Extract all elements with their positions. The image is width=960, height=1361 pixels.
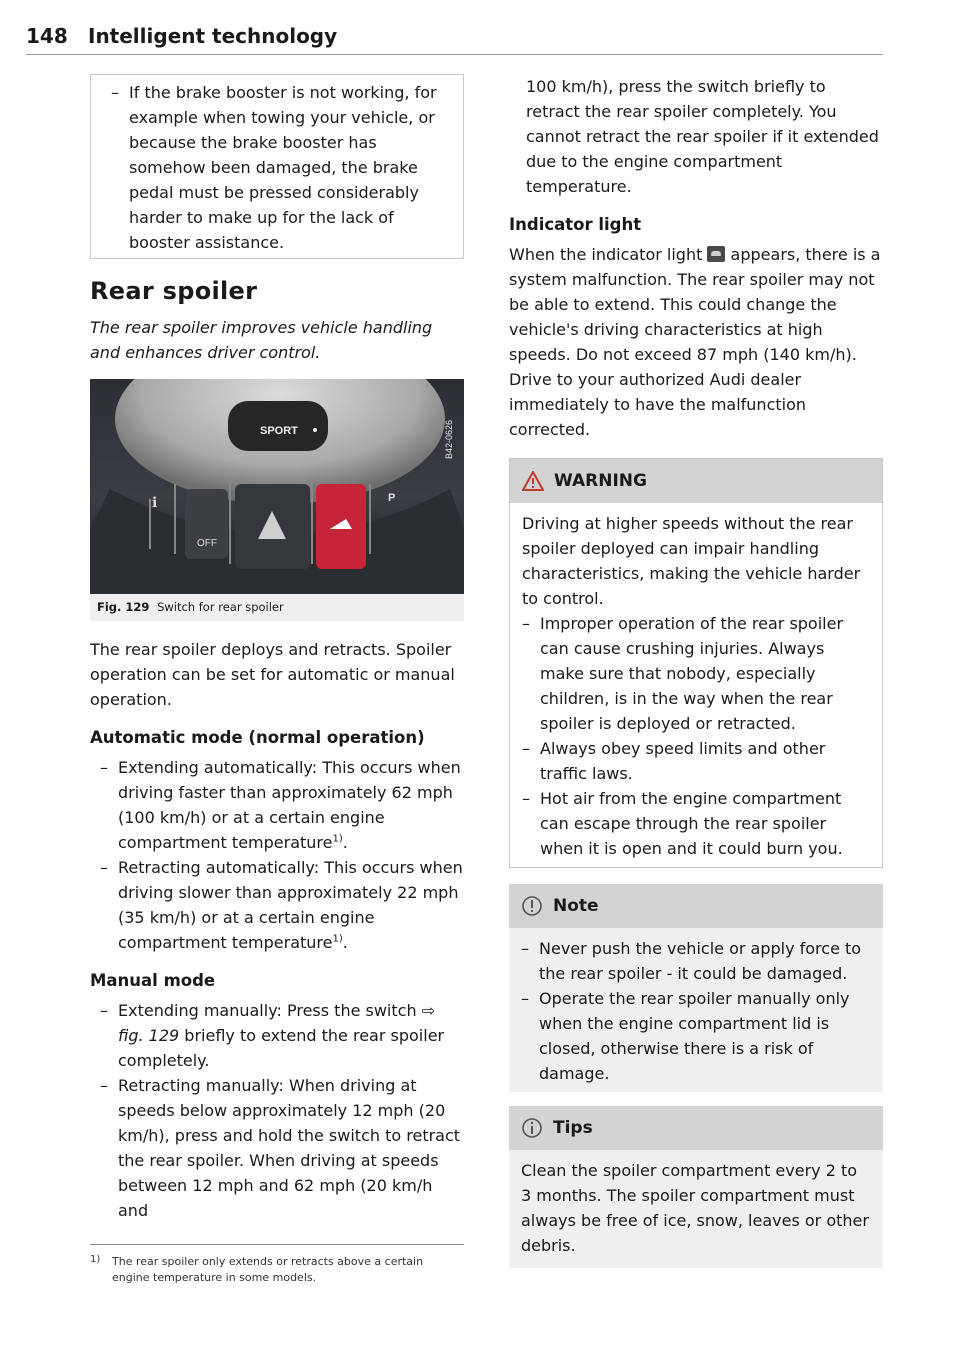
p-label: P <box>388 492 396 504</box>
note-item: – Never push the vehicle or apply force to the rear spoiler - it could be damaged. <box>511 936 871 986</box>
off-label: OFF <box>197 538 217 549</box>
tips-text: Clean the spoiler compartment every 2 to 3 months. The spoiler compartment must always be free of ice, snow, leaves or other debris. <box>521 1161 869 1255</box>
page-header <box>26 24 883 55</box>
warning-triangle-icon <box>522 471 544 491</box>
figure-129 <box>90 379 464 621</box>
warning-item: – Hot air from the engine compartment can escape through the rear spoiler when it is open and it could burn you. <box>512 786 870 861</box>
figure-caption-text: Switch for rear spoiler <box>157 600 284 614</box>
tips-box <box>509 1106 883 1268</box>
sport-label: SPORT <box>260 425 298 437</box>
warning-item: – Improper operation of the rear spoiler can cause crushing injuries. Always make sure that nobody, especially children, is in the way when the rear spoiler is deployed or retracted. <box>512 611 870 736</box>
right-column <box>509 74 883 1268</box>
warning-intro: Driving at higher speeds without the rear spoiler deployed can impair handling characteristics, making the vehicle harder to control. <box>522 514 861 608</box>
manual-item: – Extending manually: Press the switch ⇨ fig. 129 briefly to extend the rear spoiler completely. <box>90 998 464 1073</box>
warning-label: WARNING <box>554 471 647 491</box>
auto-mode-heading: Automatic mode (normal operation) <box>90 728 425 747</box>
footnote-ref: 1) <box>332 833 343 845</box>
page-number: 148 <box>26 24 68 48</box>
note-header <box>509 884 883 928</box>
spoiler-switch-photo <box>90 379 464 594</box>
footnote-ref: 1) <box>332 933 343 945</box>
continued-text: 100 km/h), press the switch briefly to retract the rear spoiler completely. You cannot retract the rear spoiler if it extended due to the engine compartment temperature. <box>526 77 879 196</box>
tips-label: Tips <box>553 1118 593 1138</box>
spoiler-warning-icon <box>707 246 725 262</box>
info-icon <box>521 1117 543 1139</box>
section-title: Intelligent technology <box>88 24 338 48</box>
svg-text:ℹ: ℹ <box>152 494 158 510</box>
auto-item: – Extending automatically: This occurs when driving faster than approximately 62 mph (100 km/h) or at a certain engine compartment temperature$^{1)}$. <box>90 755 464 855</box>
figure-link[interactable]: ⇨ fig. 129 <box>118 1001 436 1045</box>
footnote-mark: 1) <box>90 1254 101 1265</box>
tips-header <box>509 1106 883 1150</box>
note-icon <box>521 895 543 917</box>
warning-item: – Always obey speed limits and other traffic laws. <box>512 736 870 786</box>
note-item: – Operate the rear spoiler manually only when the engine compartment lid is closed, otherwise there is a risk of damage. <box>511 986 871 1086</box>
indicator-text: When the indicator light appears, there is a system malfunction. The rear spoiler may not be able to extend. This could change the vehicle's driving characteristics at high speeds. Do not exceed 87 mph (140 km/h). Drive to your authorized Audi dealer immediately to have the malfunction corrected. <box>509 245 881 439</box>
warning-header <box>510 459 882 503</box>
figure-code: B42-0626 <box>444 419 454 459</box>
note-label: Note <box>553 896 599 916</box>
booster-item: – If the brake booster is not working, for example when towing your vehicle, or because the brake booster has somehow been damaged, the brake pedal must be pressed considerably harder to make up for the lack of booster assistance. <box>101 80 453 255</box>
manual-mode-heading: Manual mode <box>90 971 216 990</box>
footnote-divider <box>90 1244 464 1245</box>
footnote-text: The rear spoiler only extends or retracts above a certain engine temperature in some models. <box>112 1255 424 1284</box>
note-box <box>509 884 883 1092</box>
booster-box <box>90 74 464 259</box>
indicator-heading: Indicator light <box>509 215 642 234</box>
body-text: The rear spoiler deploys and retracts. Spoiler operation can be set for automatic or manual operation. <box>90 640 455 709</box>
page-title: Rear spoiler <box>90 277 258 305</box>
left-column <box>90 74 464 1284</box>
intro-text: The rear spoiler improves vehicle handling and enhances driver control. <box>90 318 433 362</box>
footnote <box>90 1254 464 1286</box>
manual-item: – Retracting manually: When driving at speeds below approximately 12 mph (20 km/h), press and hold the switch to retract the rear spoiler. When driving at speeds between 12 mph and 62 mph (20 km/h and <box>90 1073 464 1223</box>
auto-item: – Retracting automatically: This occurs when driving slower than approximately 22 mph (35 km/h) or at a certain engine compartment temperature$^{1)}$. <box>90 855 464 955</box>
figure-caption-label: Fig. 129 <box>97 600 150 614</box>
warning-box <box>509 458 883 868</box>
figure-caption <box>90 594 464 621</box>
